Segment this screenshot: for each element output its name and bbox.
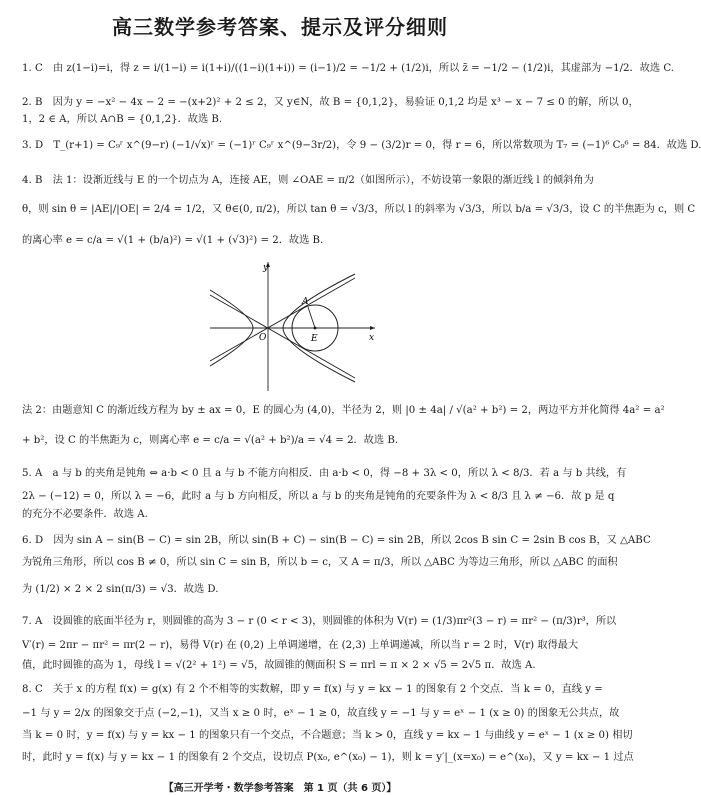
answer-5-line-1: 5. A a 与 b 的夹角是钝角 ⇔ a·b < 0 且 a 与 b 不能方向相反．由 a·b < 0，得 −8 + 3λ < 0，所以 λ < 8/3．若 a 与 b 共线，有 [22, 468, 627, 479]
answer-4-line-1: 4. B 法 1：设渐近线与 E 的一个切点为 A，连接 AE，则 ∠OAE = π/2（如图所示），不妨设第一象限的渐近线 l 的倾斜角为 [22, 175, 594, 186]
asymptote-line-1 [210, 295, 355, 378]
answer-5-line-3: 的充分不必要条件．故选 A. [22, 509, 148, 520]
y-axis-label: y [263, 263, 269, 273]
answer-4-method2-line-2: + b²，设 C 的半焦距为 c，则离心率 e = c/a = √(a² + b²)/a = √4 = 2．故选 B. [22, 435, 399, 446]
x-axis-arrow [370, 326, 375, 330]
page-footer: 【高三开学考・数学参考答案 第 1 页（共 6 页）】 [163, 783, 397, 794]
answer-6-line-2: 为锐角三角形，所以 cos B ≠ 0，所以 sin C = sin B，所以 b = c，又 A = π/3，所以 △ABC 为等边三角形，所以 △ABC 的面积 [22, 557, 618, 568]
x-axis-label: x [369, 333, 375, 343]
answer-2-line-1: 2. B 因为 y = −x² − 4x − 2 = −(x+2)² + 2 ≤ 2，又 y∈N，故 B = {0,1,2}，易验证 0,1,2 均是 x³ − x − 7 ≤ 0 的解，所以 0， [22, 97, 639, 108]
point-e-label: E [311, 334, 318, 344]
answer-3-line-1: 3. D T_(r+1) = C₉ʳ x^(9−r) (−1/√x)ʳ = (−1)ʳ C₉ʳ x^(9−3r/2)，令 9 − (3/2)r = 0，得 r = 6，所以常数项为 T₇ = (−1)⁶ C₉⁶ = 84．故选 D. [22, 140, 701, 151]
segment-ae [308, 307, 315, 328]
answer-7-line-1: 7. A 设圆锥的底面半径为 r，则圆锥的高为 3 − r (0 < r < 3)，则圆锥的体积为 V(r) = (1/3)πr²(3 − r) = πr² − (π/3)r³，所以 [22, 616, 617, 627]
answer-7-line-3: 值，此时圆锥的高为 1，母线 l = √(2² + 1²) = √5，故圆锥的侧面积 S = πrl = π × 2 × √5 = 2√5 π．故选 A. [22, 660, 536, 671]
answer-8-line-3: 当 k = 0 时，y = f(x) 与 y = kx − 1 的图象只有一个交点，不合题意；当 k > 0，直线 y = kx − 1 与曲线 y = eˣ − 1 (x ≥ 0) 相切 [22, 730, 633, 741]
answer-6-line-3: 为 (1/2) × 2 × 2 sin(π/3) = √3．故选 D. [22, 584, 219, 595]
origin-label: O [259, 333, 267, 343]
answer-8-line-2: −1 与 y = 2/x 的图象交于点 (−2,−1)，又当 x ≥ 0 时，eˣ − 1 ≥ 0，故直线 y = −1 与 y = eˣ − 1 (x ≥ 0) 的图象无公共点，故 [22, 708, 620, 719]
answer-6-line-1: 6. D 因为 sin A − sin(B − C) = sin 2B，所以 sin(B + C) − sin(B − C) = sin 2B，所以 2cos B sin C = 2sin B cos B，又 △ABC [22, 535, 651, 546]
answer-4-line-2: θ，则 sin θ = |AE|/|OE| = 2/4 = 1/2，又 θ∈(0, π/2)，所以 tan θ = √3/3，所以 l 的斜率为 √3/3，所以 b/a = √3/3，设 C 的半焦距为 c，则 C [22, 204, 696, 215]
center-point-e [314, 327, 317, 330]
answer-4-method2-line-1: 法 2：由题意知 C 的渐近线方程为 by ± ax = 0，E 的圆心为 (4,0)，半径为 2，则 |0 ± 4a| / √(a² + b²) = 2，两边平方并化简得 4a² = a² [22, 405, 665, 416]
answer-8-line-4: 时，此时 y = f(x) 与 y = kx − 1 的图象有 2 个交点，设切点 P(x₀, e^(x₀) − 1)，则 k = y′|_(x=x₀) = e^(x₀)，又 y = kx − 1 过点 [22, 752, 634, 763]
answer-1-line-1: 1. C 由 z(1−i)=i，得 z = i/(1−i) = i(1+i)/((1−i)(1+i)) = (i−1)/2 = −1/2 + (1/2)i，所以 z̄ = −1/2 − (1/2)i，其虚部为 −1/2．故选 C. [22, 63, 675, 74]
hyperbola-figure [205, 256, 380, 396]
answer-8-line-1: 8. C 关于 x 的方程 f(x) = g(x) 有 2 个不相等的实数解，即 y = f(x) 与 y = kx − 1 的图象有 2 个交点．当 k = 0，直线 y = [22, 684, 603, 695]
point-a-label: A [302, 297, 309, 307]
answer-2-line-2: 1，2 ∈ A，所以 A∩B = {0,1,2}．故选 B. [22, 114, 223, 125]
answer-4-line-3: 的离心率 e = c/a = √(1 + (b/a)²) = √(1 + (√3)²) = 2．故选 B. [22, 235, 324, 246]
asymptote-line-2 [210, 278, 355, 361]
page-title: 高三数学参考答案、提示及评分细则 [112, 15, 448, 39]
answer-7-line-2: V′(r) = 2πr − πr² = πr(2 − r)，易得 V(r) 在 (0,2) 上单调递增，在 (2,3) 上单调递减，所以当 r = 2 时，V(r) 取得最大 [22, 640, 579, 651]
answer-5-line-2: 2λ − (−12) = 0，所以 λ = −6，此时 a 与 b 方向相反，所以 a 与 b 的夹角是钝角的充要条件为 λ < 8/3 且 λ ≠ −6．故 p 是 q [22, 491, 615, 502]
